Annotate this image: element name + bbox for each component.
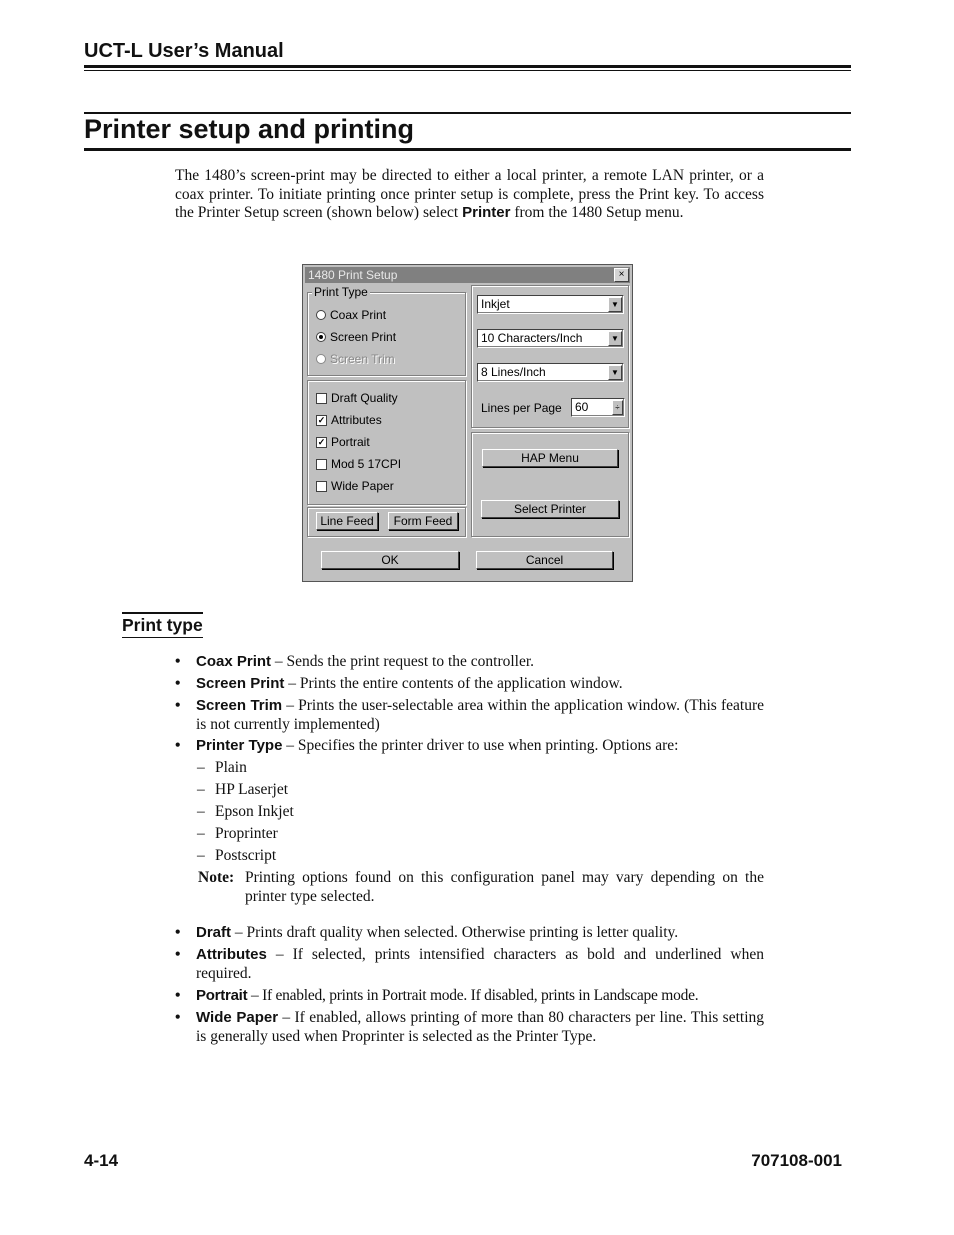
option-item — [197, 847, 276, 866]
dash: – — [197, 803, 205, 820]
header-rule — [84, 65, 851, 68]
item-term: Portrait — [196, 987, 248, 1004]
dialog-title: 1480 Print Setup — [308, 268, 398, 282]
printer-settings-group — [471, 285, 629, 428]
printer-actions-group — [471, 432, 629, 537]
check-draft-quality[interactable] — [316, 391, 398, 405]
option-label: Epson Inkjet — [215, 803, 294, 820]
manual-title: UCT-L User’s Manual — [84, 40, 284, 62]
dash: – — [197, 759, 205, 776]
item-desc: – If selected, prints intensified characters as bold and underlined when required. — [196, 946, 764, 982]
chevron-down-icon[interactable]: ▼ — [608, 297, 622, 312]
select-printer-button[interactable]: Select Printer — [481, 500, 619, 518]
item-desc: – Prints the user-selectable area within the application window. (This feature is not currently implemented) — [196, 697, 764, 733]
option-label: Plain — [215, 759, 247, 776]
radio-icon — [316, 310, 326, 320]
list-item — [175, 987, 764, 1006]
ok-button[interactable]: OK — [321, 551, 459, 569]
item-term: Draft — [196, 924, 232, 941]
section-title: Printer setup and printing — [84, 114, 415, 144]
checkbox-icon — [316, 459, 327, 470]
note-label: Note: — [198, 869, 235, 886]
radio-selected-icon — [316, 332, 326, 342]
checkbox-checked-icon: ✓ — [317, 436, 326, 447]
note-text: Printing options found on this configuration panel may vary depending on the printer type selected. — [245, 869, 764, 905]
bullet: • — [175, 987, 181, 1004]
check-portrait[interactable] — [316, 435, 370, 449]
option-item — [197, 759, 247, 778]
options-group — [307, 380, 466, 505]
intro-paragraph — [175, 167, 764, 223]
list-item — [175, 1009, 764, 1046]
list-item — [175, 697, 764, 734]
cpi-select[interactable] — [477, 329, 624, 348]
check-mod5-17cpi-label: Mod 5 17CPI — [331, 457, 402, 471]
lines-per-page-label: Lines per Page — [481, 401, 562, 415]
bullet: • — [175, 675, 181, 692]
print-setup-dialog — [302, 264, 633, 582]
check-draft-quality-label: Draft Quality — [331, 391, 398, 405]
print-type-label: Print Type — [314, 285, 368, 299]
bullet: • — [175, 946, 181, 963]
chevron-down-icon[interactable]: ▼ — [608, 365, 622, 380]
checkbox-checked-icon: ✓ — [317, 414, 326, 425]
radio-screen-trim — [316, 352, 395, 366]
option-item — [197, 825, 278, 844]
intro-text: The 1480’s screen-print may be directed to either a local printer, a remote LAN printer, or a coax printer. To initiate printing once printer setup is complete, press the Print key. To access the Printer Setup screen (shown below) select — [175, 167, 764, 221]
check-portrait-label: Portrait — [331, 435, 370, 449]
radio-screen-trim-label: Screen Trim — [330, 352, 395, 366]
section-rule-bottom — [84, 148, 851, 151]
check-attributes[interactable] — [316, 413, 382, 427]
radio-coax-print-label: Coax Print — [330, 308, 387, 322]
radio-screen-print[interactable] — [316, 330, 396, 344]
item-term: Coax Print — [196, 653, 272, 670]
close-icon[interactable]: × — [614, 268, 629, 282]
note — [198, 869, 764, 906]
line-feed-button[interactable]: Line Feed — [316, 512, 378, 530]
header-rule-thin — [84, 70, 851, 71]
item-term: Printer Type — [196, 737, 283, 754]
checkbox-icon — [316, 393, 327, 404]
form-feed-button[interactable]: Form Feed — [388, 512, 458, 530]
item-desc: – Sends the print request to the controller. — [271, 653, 535, 670]
option-label: HP Laserjet — [215, 781, 289, 798]
lpi-select[interactable] — [477, 363, 624, 382]
list-item — [175, 675, 764, 694]
item-term: Screen Print — [196, 675, 285, 692]
bullet: • — [175, 924, 181, 941]
bullet: • — [175, 737, 181, 754]
option-item — [197, 803, 294, 822]
dash: – — [197, 847, 205, 864]
item-desc: – If enabled, allows printing of more than 80 characters per line. This setting is generally used when Proprinter is selected as the Printer Type. — [196, 1009, 764, 1045]
list-item — [175, 924, 764, 943]
print-type-group — [307, 285, 466, 376]
dash: – — [197, 825, 205, 842]
radio-icon — [316, 354, 326, 364]
intro-bold: Printer — [462, 204, 511, 221]
item-term: Screen Trim — [196, 697, 283, 714]
item-desc: – Specifies the printer driver to use when printing. Options are: — [282, 737, 679, 754]
check-wide-paper-label: Wide Paper — [331, 479, 394, 493]
bullet: • — [175, 653, 181, 670]
item-term: Attributes — [196, 946, 267, 963]
spinner-icon[interactable]: ÷ — [612, 400, 623, 415]
dialog-title-bar — [305, 267, 630, 283]
printer-type-select[interactable] — [477, 295, 624, 314]
radio-coax-print[interactable] — [316, 308, 386, 322]
hap-menu-button[interactable]: HAP Menu — [482, 449, 618, 467]
option-label: Postscript — [215, 847, 277, 864]
intro-tail: from the 1480 Setup menu. — [510, 204, 684, 221]
check-attributes-label: Attributes — [331, 413, 382, 427]
checkbox-icon — [316, 481, 327, 492]
page-number: 4-14 — [84, 1151, 119, 1170]
printer-type-value: Inkjet — [481, 297, 510, 311]
item-desc: – Prints the entire contents of the application window. — [284, 675, 623, 692]
check-mod5-17cpi[interactable] — [316, 457, 401, 471]
document-number: 707108-001 — [751, 1151, 842, 1170]
chevron-down-icon[interactable]: ▼ — [608, 331, 622, 346]
option-label: Proprinter — [215, 825, 278, 842]
cpi-value: 10 Characters/Inch — [481, 331, 583, 345]
bullet: • — [175, 697, 181, 714]
radio-screen-print-label: Screen Print — [330, 330, 397, 344]
item-desc: – If enabled, prints in Portrait mode. If disabled, prints in Landscape mode. — [247, 987, 699, 1004]
cancel-button[interactable]: Cancel — [476, 551, 613, 569]
list-item — [175, 653, 764, 672]
item-term: Wide Paper — [196, 1009, 279, 1026]
print-type-heading: Print type — [122, 612, 203, 638]
bullet: • — [175, 1009, 181, 1026]
lpi-value: 8 Lines/Inch — [481, 365, 546, 379]
list-item — [175, 737, 764, 756]
feed-group — [307, 507, 466, 537]
item-desc: – Prints draft quality when selected. Otherwise printing is letter quality. — [231, 924, 679, 941]
check-wide-paper[interactable] — [316, 479, 394, 493]
lines-per-page-spinner[interactable] — [571, 398, 625, 417]
list-item — [175, 946, 764, 983]
lines-per-page-value: 60 — [575, 400, 589, 414]
dash: – — [197, 781, 205, 798]
option-item — [197, 781, 288, 800]
